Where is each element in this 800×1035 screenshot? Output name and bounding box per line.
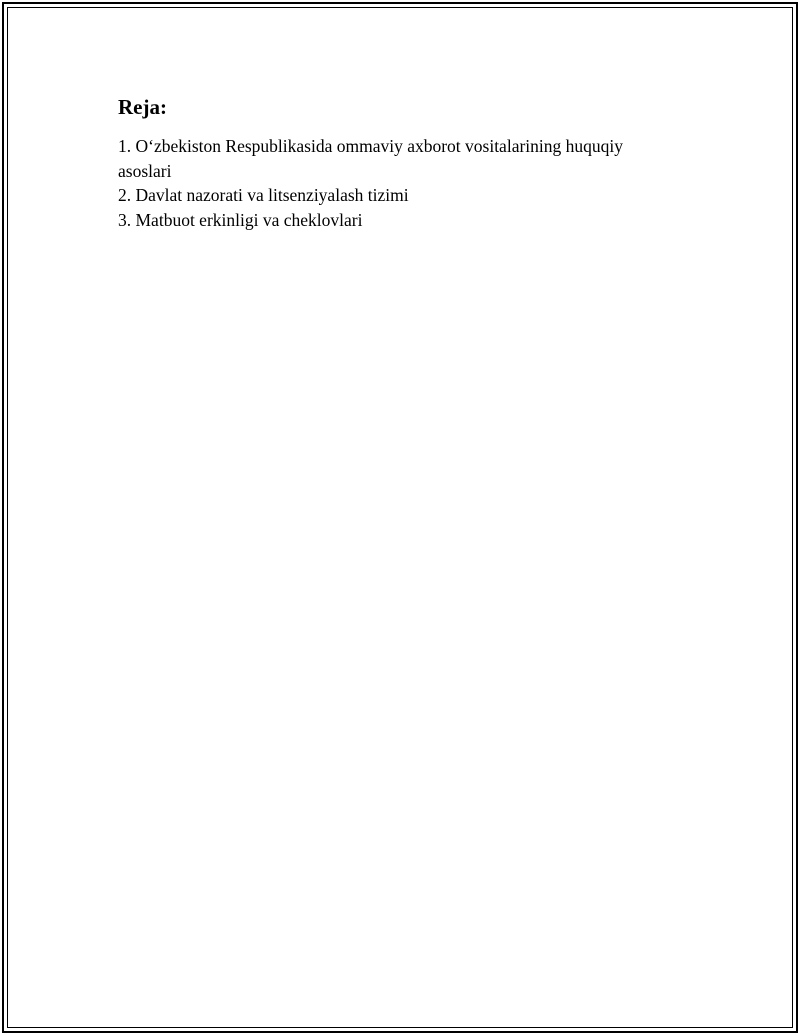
plan-item-3: 3. Matbuot erkinligi va cheklovlari — [118, 209, 363, 230]
page-content — [118, 94, 678, 232]
plan-item-1: 1. O‘zbekiston Respublikasida ommaviy axborot vositalarining huquqiy asoslari — [118, 136, 623, 181]
plan-list — [118, 134, 678, 232]
plan-heading: Reja: — [118, 95, 167, 119]
plan-item-2: 2. Davlat nazorati va litsenziyalash tizimi — [118, 185, 409, 205]
